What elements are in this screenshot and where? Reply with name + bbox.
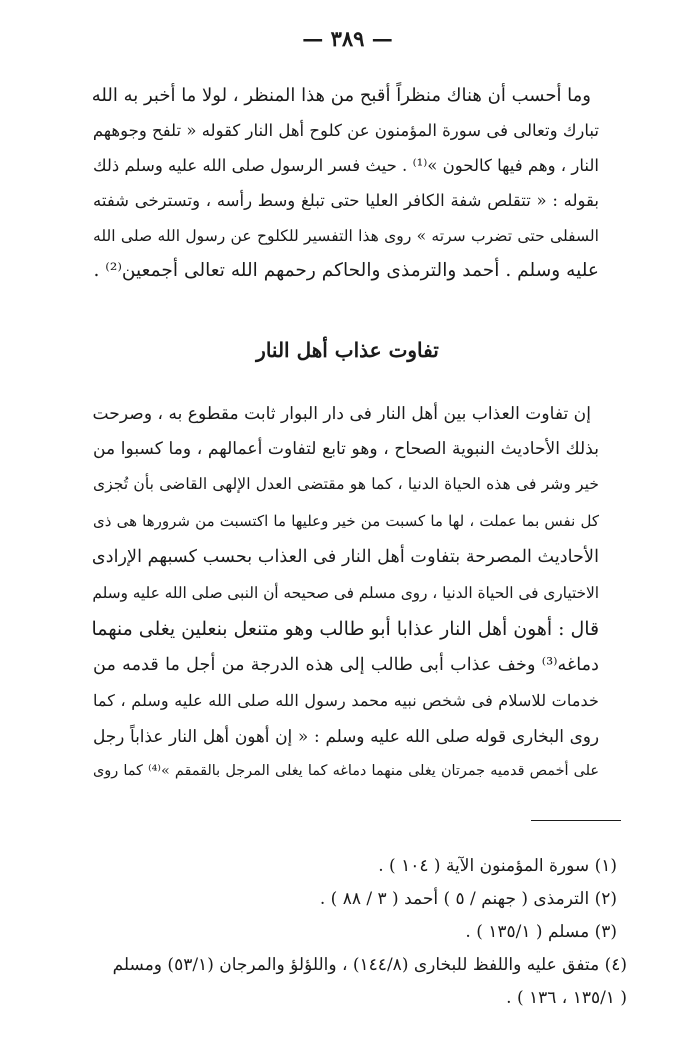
text-line: خدمات للاسلام فى شخص نبيه محمد رسول الله صلى الله عليه وسلم ، كما xyxy=(93,691,599,710)
footnote: (٤) متفق عليه واللفظ للبخارى (١٤٤/٨) ، واللؤلؤ والمرجان (٥٣/١) ومسلم xyxy=(112,955,627,975)
page-number: — ٣٨٩ — xyxy=(302,26,393,51)
footnote: (٢) الترمذى ( جهنم / ٥ ) أحمد ( ٣ / ٨٨ ) . xyxy=(319,889,617,909)
footnote: (١) سورة المؤمنون الآية ( ١٠٤ ) . xyxy=(378,856,617,876)
text-line: روى البخارى قوله صلى الله عليه وسلم : « إن أهون أهل النار عذاباً رجل xyxy=(93,726,599,746)
text-line: الأحاديث المصرحة بتفاوت أهل النار فى العذاب بحسب كسبهم الإرادى xyxy=(91,547,599,567)
footnote-continuation: ( ١٣٥/١ ، ١٣٦ ) . xyxy=(506,988,627,1008)
text-line: إن تفاوت العذاب بين أهل النار فى دار البوار ثابت مقطوع به ، وصرحت xyxy=(92,404,591,424)
text-line: عليه وسلم . أحمد والترمذى والحاكم رحمهم الله تعالى أجمعين⁽²⁾ . xyxy=(93,260,599,281)
text-line: على أخمص قدميه جمرتان يغلى منهما دماغه كما يغلى المرجل بالقمقم »⁽⁴⁾ كما روى xyxy=(93,763,599,779)
text-line: الاختيارى فى الحياة الدنيا ، روى مسلم فى صحيحه أن النبى صلى الله عليه وسلم xyxy=(92,584,599,602)
footnote: (٣) مسلم ( ١٣٥/١ ) . xyxy=(465,922,617,942)
text-line: السفلى حتى تضرب سرته » روى هذا التفسير للكلوح عن رسول الله صلى الله xyxy=(93,227,599,245)
footnote-separator xyxy=(531,820,621,821)
section-heading: تفاوت عذاب أهل النار xyxy=(256,338,439,362)
text-line: دماغه⁽³⁾ وخف عذاب أبى طالب إلى هذه الدرجة من أجل ما قدمه من xyxy=(93,655,599,675)
text-line: بذلك الأحاديث النبوية الصحاح ، وهو تابع لتفاوت أعمالهم ، وما كسبوا من xyxy=(93,439,599,459)
text-line: النار ، وهم فيها كالحون »⁽¹⁾ . حيث فسر الرسول صلى الله عليه وسلم ذلك xyxy=(93,156,599,175)
text-line: تبارك وتعالى فى سورة المؤمنون عن كلوح أهل النار كقوله « تلفح وجوههم xyxy=(92,121,599,140)
text-line: قال : أهون أهل النار عذابا أبو طالب وهو متنعل بنعلين يغلى منهما xyxy=(91,618,599,640)
text-line: كل نفس بما عملت ، لها ما كسبت من خير وعليها ما اكتسبت من شرورها هى ذى xyxy=(93,512,599,530)
text-line: بقوله : « تتقلص شفة الكافر العليا حتى تبلغ وسط رأسه ، وتسترخى شفته xyxy=(93,191,599,210)
text-line: خير وشر فى هذه الحياة الدنيا ، كما هو مقتضى العدل الإلهى القاضى بأن تُجزى xyxy=(93,475,599,493)
text-line: وما أحسب أن هناك منظراً أقبح من هذا المنظر ، لولا ما أخبر به الله xyxy=(91,85,591,106)
